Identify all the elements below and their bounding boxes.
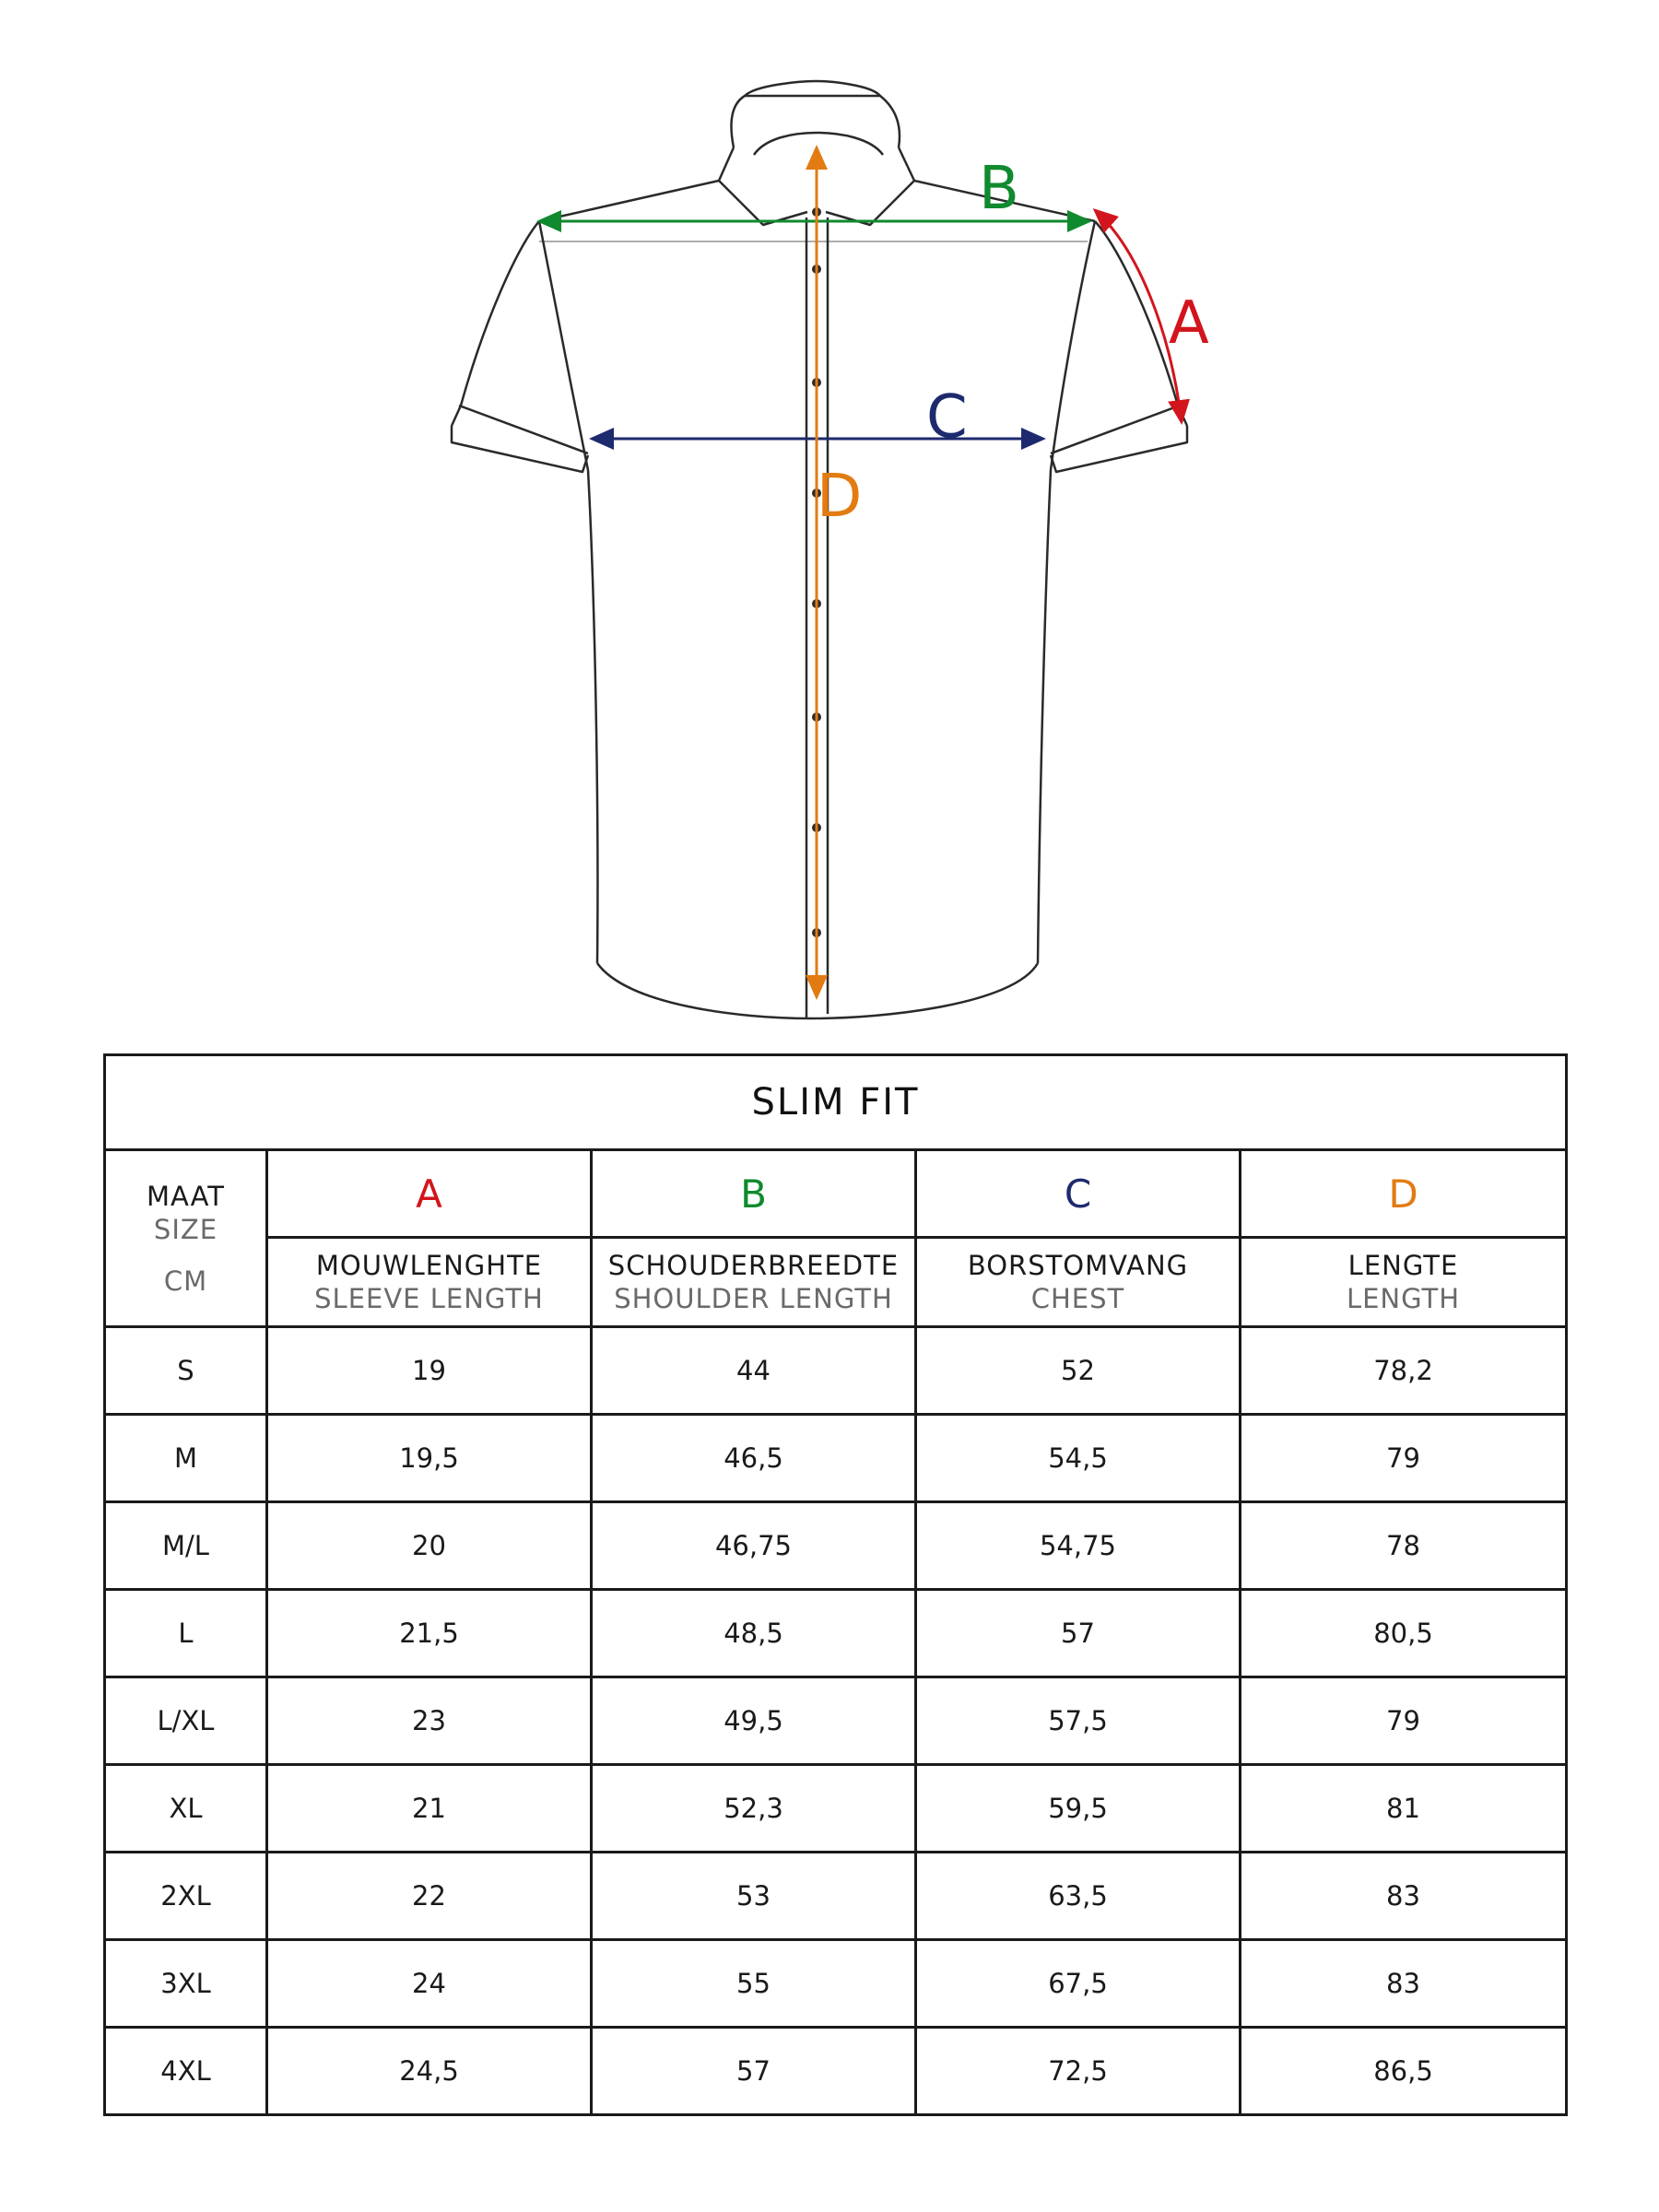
value-cell: 72,5	[916, 2028, 1241, 2115]
column-letter-a: A	[267, 1150, 592, 1238]
size-header-en: SIZE	[153, 1213, 218, 1245]
table-row	[105, 1327, 1567, 1415]
size-header-unit: CM	[163, 1265, 208, 1297]
value-cell: 24,5	[267, 2028, 592, 2115]
value-cell: 21,5	[267, 1590, 592, 1677]
value-cell: 59,5	[916, 1765, 1241, 1853]
table-row	[105, 1765, 1567, 1853]
value-cell: 22	[267, 1853, 592, 1940]
column-desc-c: BORSTOMVANG CHEST	[916, 1238, 1241, 1327]
value-cell: 46,75	[592, 1502, 916, 1590]
marker-label-b: B	[979, 155, 1019, 223]
value-cell: 57	[916, 1590, 1241, 1677]
table-row	[105, 1853, 1567, 1940]
column-letter-b: B	[592, 1150, 916, 1238]
value-cell: 67,5	[916, 1940, 1241, 2028]
marker-label-c: C	[926, 383, 968, 452]
marker-label-a: A	[1169, 289, 1209, 358]
size-cell: L	[105, 1590, 267, 1677]
value-cell: 44	[592, 1327, 916, 1415]
value-cell: 24	[267, 1940, 592, 2028]
size-cell: 4XL	[105, 2028, 267, 2115]
size-cell: 2XL	[105, 1853, 267, 1940]
value-cell: 21	[267, 1765, 592, 1853]
value-cell: 79	[1241, 1677, 1567, 1765]
value-cell: 54,5	[916, 1415, 1241, 1502]
marker-label-d: D	[817, 463, 863, 531]
column-letter-c: C	[916, 1150, 1241, 1238]
table-title: SLIM FIT	[105, 1055, 1567, 1150]
value-cell: 46,5	[592, 1415, 916, 1502]
description-header-row	[105, 1238, 1567, 1327]
size-cell: 3XL	[105, 1940, 267, 2028]
table-row	[105, 1590, 1567, 1677]
value-cell: 20	[267, 1502, 592, 1590]
table-row	[105, 2028, 1567, 2115]
value-cell: 80,5	[1241, 1590, 1567, 1677]
value-cell: 63,5	[916, 1853, 1241, 1940]
value-cell: 23	[267, 1677, 592, 1765]
value-cell: 57,5	[916, 1677, 1241, 1765]
value-cell: 52,3	[592, 1765, 916, 1853]
column-desc-d: LENGTE LENGTH	[1241, 1238, 1567, 1327]
value-cell: 19,5	[267, 1415, 592, 1502]
column-letter-d: D	[1241, 1150, 1567, 1238]
table-row	[105, 1677, 1567, 1765]
table-body	[105, 1327, 1567, 2115]
value-cell: 81	[1241, 1765, 1567, 1853]
value-cell: 78	[1241, 1502, 1567, 1590]
value-cell: 53	[592, 1853, 916, 1940]
size-cell: M/L	[105, 1502, 267, 1590]
value-cell: 78,2	[1241, 1327, 1567, 1415]
size-cell: L/XL	[105, 1677, 267, 1765]
shirt-measurement-diagram	[0, 0, 1659, 1032]
value-cell: 55	[592, 1940, 916, 2028]
value-cell: 49,5	[592, 1677, 916, 1765]
value-cell: 86,5	[1241, 2028, 1567, 2115]
value-cell: 57	[592, 2028, 916, 2115]
column-desc-b: SCHOUDERBREEDTE SHOULDER LENGTH	[592, 1238, 916, 1327]
value-cell: 54,75	[916, 1502, 1241, 1590]
table-row	[105, 1502, 1567, 1590]
size-header-cell	[105, 1150, 267, 1327]
value-cell: 83	[1241, 1940, 1567, 2028]
value-cell: 83	[1241, 1853, 1567, 1940]
letter-header-row	[105, 1150, 1567, 1238]
value-cell: 48,5	[592, 1590, 916, 1677]
table-row	[105, 1940, 1567, 2028]
size-cell: S	[105, 1327, 267, 1415]
value-cell: 19	[267, 1327, 592, 1415]
value-cell: 79	[1241, 1415, 1567, 1502]
size-cell: M	[105, 1415, 267, 1502]
table-row	[105, 1415, 1567, 1502]
value-cell: 52	[916, 1327, 1241, 1415]
size-header-nl: MAAT	[147, 1180, 225, 1212]
column-desc-a: MOUWLENGHTE SLEEVE LENGTH	[267, 1238, 592, 1327]
table-title-row	[105, 1055, 1567, 1150]
size-chart-table	[103, 1053, 1568, 2116]
size-cell: XL	[105, 1765, 267, 1853]
